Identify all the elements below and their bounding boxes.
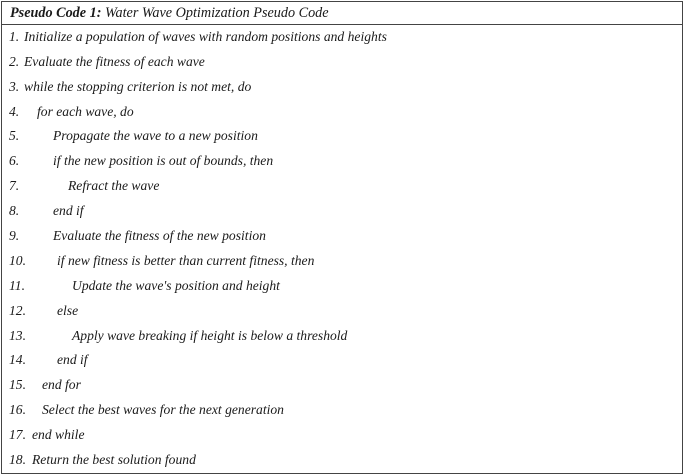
- line-text: Select the best waves for the next generation: [42, 402, 284, 417]
- line-number: 2.: [9, 54, 20, 69]
- line-text: Evaluate the fitness of the new position: [53, 228, 266, 243]
- line-number: 10.: [9, 253, 26, 268]
- line-text: end if: [53, 203, 84, 218]
- line-text: Return the best solution found: [32, 452, 196, 467]
- line-text: Initialize a population of waves with random positions and heights: [24, 29, 387, 44]
- line-number: 16.: [9, 402, 26, 417]
- line-number: 12.: [9, 303, 26, 318]
- line-number: 15.: [9, 377, 26, 392]
- line-number: 9.: [9, 228, 20, 243]
- line-text: while the stopping criterion is not met, do: [24, 79, 252, 94]
- line-number: 18.: [9, 452, 26, 467]
- line-text: for each wave, do: [37, 104, 134, 119]
- line-text: end if: [57, 352, 88, 367]
- line-number: 8.: [9, 203, 20, 218]
- line-text: Refract the wave: [68, 178, 160, 193]
- line-number: 1.: [9, 29, 20, 44]
- line-text: end for: [42, 377, 81, 392]
- line-number: 4.: [9, 104, 20, 119]
- title-label: Pseudo Code 1:: [10, 5, 102, 21]
- line-text: Propagate the wave to a new position: [53, 128, 258, 143]
- line-number: 7.: [9, 178, 20, 193]
- title-text: Water Wave Optimization Pseudo Code: [104, 5, 329, 21]
- line-number: 13.: [9, 328, 26, 343]
- line-text: Apply wave breaking if height is below a threshold: [72, 328, 348, 343]
- line-number: 3.: [9, 79, 20, 94]
- line-number: 14.: [9, 352, 26, 367]
- line-text: else: [57, 303, 79, 318]
- pseudo-code-table: [1, 1, 683, 474]
- line-number: 17.: [9, 427, 26, 442]
- table-title: [10, 4, 329, 22]
- line-text: Evaluate the fitness of each wave: [24, 54, 205, 69]
- table-header: [2, 2, 682, 25]
- line-number: 6.: [9, 153, 20, 168]
- line-text: if the new position is out of bounds, then: [53, 153, 274, 168]
- line-text: if new fitness is better than current fitness, then: [57, 253, 315, 268]
- line-text: Update the wave's position and height: [72, 278, 280, 293]
- line-number: 5.: [9, 128, 20, 143]
- line-number: 11.: [9, 278, 25, 293]
- line-text: end while: [32, 427, 85, 442]
